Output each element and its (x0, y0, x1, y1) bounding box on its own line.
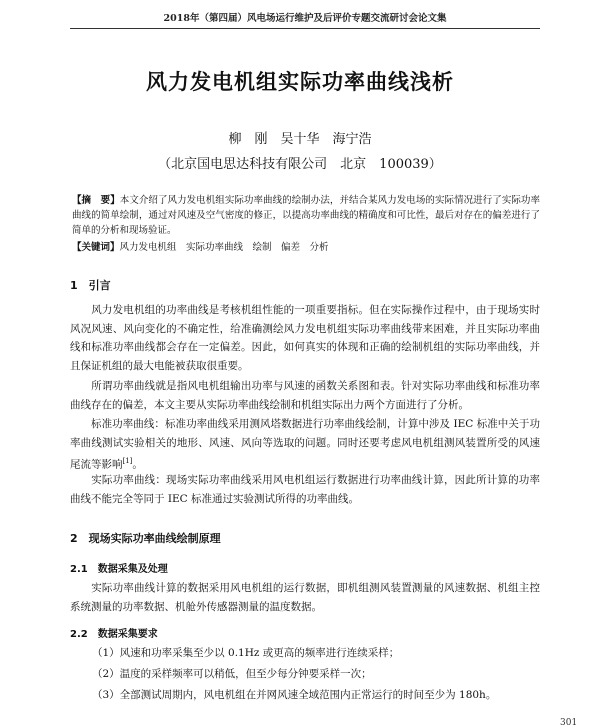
page-number: 301 (560, 718, 578, 728)
paragraph-text: 实际功率曲线：现场实际功率曲线采用风电机组运行数据进行功率曲线计算，因此所计算的功率曲线不能完全等同于 IEC 标准通过实验测试所得的功率曲线。 (70, 474, 540, 505)
section-1-paragraph-2 (70, 377, 540, 414)
section-2-1-heading: 2.1 数据采集及处理 (70, 564, 168, 575)
citation-ref: [1] (122, 457, 133, 465)
section-1-paragraph-1 (70, 301, 540, 375)
section-1-paragraph-3 (70, 415, 540, 474)
paragraph-text: 实际功率曲线计算的数据采用风电机组的运行数据，即机组测风装置测量的风速数据、机组主控系统测量的功率数据、机舱外传感器测量的温度数据。 (70, 582, 540, 613)
abstract-text: 本文介绍了风力发电机组实际功率曲线的绘制办法，并结合某风力发电场的实际情况进行了实际功率曲线的简单绘制，通过对风速及空气密度的修正，以提高功率曲线的精确度和可比性，最后对存在的偏差进行了简单的分析和现场验证。 (72, 195, 540, 236)
running-header: 2018年（第四届）风电场运行维护及后评价专题交流研讨会论文集 (163, 13, 447, 24)
paragraph-text: 所谓功率曲线就是指风电机组输出功率与风速的函数关系图和表。针对实际功率曲线和标准功率曲线存在的偏差，本文主要从实际功率曲线绘制和机组实际出力两个方面进行了分析。 (70, 380, 540, 411)
paragraph-text: 标准功率曲线：标准功率曲线采用测风塔数据进行功率曲线绘制，计算中涉及 IEC 标准中关于功率曲线测试实验相关的地形、风速、风向等选取的问题。同时还要考虑风电机组测风装置所受的风速尾流等影响 (70, 418, 540, 471)
keywords-text: 风力发电机组 实际功率曲线 绘制 偏差 分析 (119, 242, 329, 253)
list-item: （1）风速和功率采集至少以 0.1Hz 或更高的频率进行连续采样； (92, 647, 400, 659)
header-rule (70, 28, 540, 29)
affiliation: （北京国电思达科技有限公司 北京 100039） (158, 157, 442, 172)
abstract (72, 193, 540, 238)
list-item: （2）温度的采样频率可以稍低，但至少每分钟要采样一次； (92, 668, 372, 680)
section-2-2-heading: 2.2 数据采集要求 (70, 629, 158, 640)
keywords-label: 【关键词】 (72, 242, 120, 253)
section-1-heading: 1 引言 (70, 279, 111, 292)
paper-title: 风力发电机组实际功率曲线浅析 (146, 70, 454, 94)
abstract-label: 【摘 要】 (72, 195, 120, 206)
paragraph-end: 。 (132, 458, 143, 471)
keywords (72, 240, 540, 255)
paragraph-text: 风力发电机组的功率曲线是考核机组性能的一项重要指标。但在实际操作过程中，由于现场实时风况风速、风向变化的不确定性，给准确测绘风力发电机组实际功率曲线带来困难，并且实际功率曲线和标准功率曲线都会存在一定偏差。因此，如何真实的体现和正确的绘制机组的实际功率曲线，并且保证机组的最大电能被获取很重要。 (70, 304, 540, 372)
section-2-1-paragraph (70, 579, 540, 616)
list-item: （3）全部测试周期内，风电机组在并网风速全域范围内正常运行的时间至少为 180h。 (92, 689, 497, 701)
authors: 柳 刚 吴十华 海宁浩 (228, 132, 372, 147)
section-1-paragraph-4 (70, 471, 540, 508)
section-2-heading: 2 现场实际功率曲线绘制原理 (70, 532, 221, 545)
